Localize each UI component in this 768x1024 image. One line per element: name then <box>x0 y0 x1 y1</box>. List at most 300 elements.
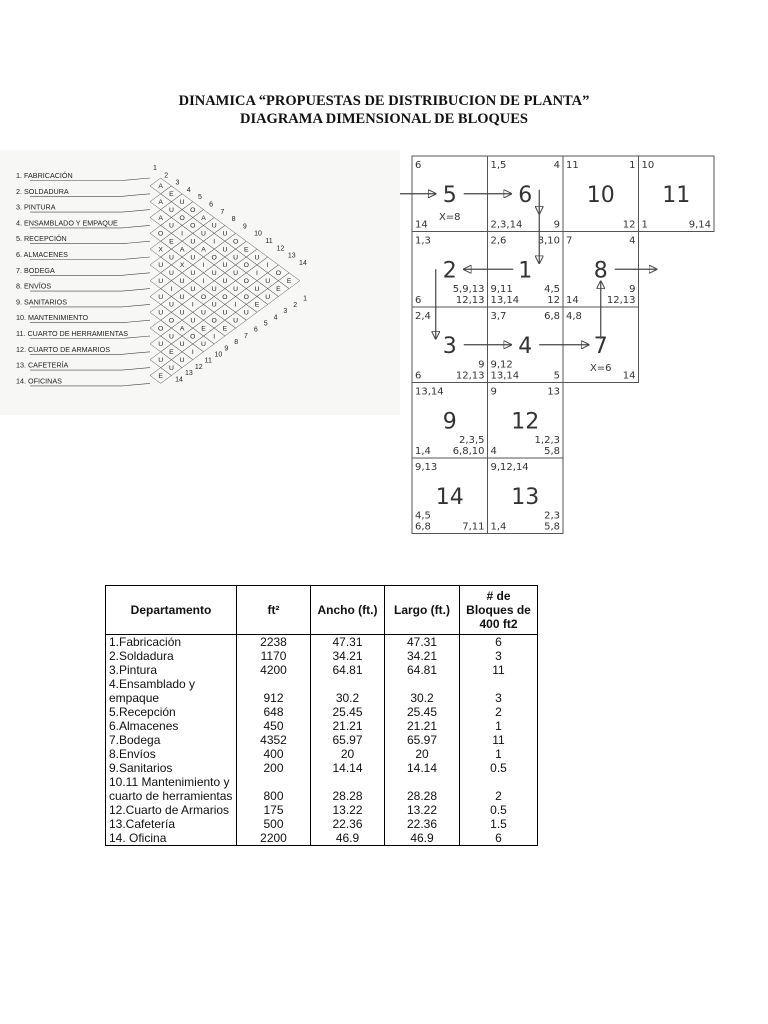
cell-largo: 64.81 <box>385 663 460 677</box>
relationship-letter: O <box>158 325 164 333</box>
block-note-top-left: 1,5 <box>490 160 507 171</box>
block-number: 5 <box>442 182 457 208</box>
chart-right-number: 10 <box>214 351 223 359</box>
header-largo: Largo (ft.) <box>385 586 460 635</box>
dept-label: 8. ENVÍOS <box>16 281 52 291</box>
cell-largo: 13.22 <box>385 803 460 817</box>
block-note-bottom-right: 2,3 <box>544 510 560 522</box>
block-note-top-right: 4 <box>629 235 636 247</box>
block-number: 6 <box>518 182 533 208</box>
block-diagram <box>400 150 735 535</box>
chart-right-number: 3 <box>283 308 288 316</box>
cell-bloques: 6 <box>460 635 538 650</box>
relationship-letter: E <box>276 285 281 293</box>
table-row <box>106 635 538 650</box>
block-number: 3 <box>442 333 457 359</box>
dept-connector <box>122 225 150 228</box>
table-row <box>106 719 538 733</box>
block-note-bottom-left: 4 <box>490 446 497 457</box>
relationship-letter: E <box>286 278 292 285</box>
block-note-top-left: 9,13 <box>415 462 438 473</box>
relationship-letter: O <box>211 254 217 262</box>
relationship-letter: U <box>168 301 174 309</box>
table-row <box>106 677 538 705</box>
chart-top-number: 6 <box>209 201 214 209</box>
block-note-top-right: 13 <box>547 386 560 398</box>
block-note-bottom-right: 5,9,13 <box>452 284 485 295</box>
cell-ft2: 4200 <box>237 663 311 677</box>
relationship-letter: U <box>222 246 228 254</box>
cell-ft2: 4352 <box>237 733 311 747</box>
table-row <box>106 649 538 663</box>
cell-dept: 9.Sanitarios <box>106 761 237 775</box>
relationship-letter: O <box>275 270 282 278</box>
cell-largo: 30.2 <box>385 677 460 705</box>
cell-ft2: 2200 <box>237 831 311 846</box>
dept-connector <box>122 352 150 355</box>
chart-right-number: 8 <box>234 339 239 347</box>
relationship-letter: U <box>158 293 164 301</box>
table-row <box>106 761 538 775</box>
block-note-bottom-right: 12 <box>622 219 636 231</box>
relationship-letter: U <box>190 254 196 262</box>
cell-ancho: 47.31 <box>311 635 385 650</box>
cell-bloques: 1 <box>460 747 538 761</box>
cell-largo: 46.9 <box>385 831 460 846</box>
relationship-letter: U <box>222 309 228 317</box>
cell-largo: 65.97 <box>385 733 460 747</box>
block-note-bottom-right: 4,5 <box>544 284 560 295</box>
block-note-bottom-left: 14 <box>415 219 428 231</box>
dept-connector <box>122 304 150 307</box>
dept-connector <box>122 210 150 213</box>
block-note-top-left: 2,6 <box>490 235 507 247</box>
dept-label: 3. PINTURA <box>16 202 56 212</box>
block-note-top-left: 4,8 <box>566 311 582 322</box>
block-number: 2 <box>442 258 457 284</box>
block-note-bottom-left: 13,14 <box>490 295 520 306</box>
cell-ft2: 1170 <box>237 649 311 663</box>
cell-ancho: 25.45 <box>311 705 385 719</box>
block-note-bottom-left: 14 <box>566 295 579 306</box>
relationship-letter: U <box>179 278 185 285</box>
relationship-letter: E <box>254 301 260 309</box>
block-note-top-right: 4 <box>553 160 560 171</box>
relationship-letter: U <box>233 285 239 293</box>
departments-table <box>105 585 538 846</box>
block-number: 11 <box>662 182 691 208</box>
block-note-bottom-left: 6 <box>415 370 422 382</box>
relationship-letter: U <box>254 285 260 293</box>
relationship-letter: O <box>168 317 175 325</box>
block-number: 10 <box>586 182 615 208</box>
page-title <box>0 92 768 128</box>
relationship-letter: E <box>222 325 228 333</box>
cell-bloques: 11 <box>460 733 538 747</box>
cell-bloques: 1 <box>460 719 538 733</box>
block-note-bottom-right: 12,13 <box>606 295 636 306</box>
relationship-letter: U <box>158 262 164 270</box>
block-note-bottom-right: 1,2,3 <box>534 435 560 446</box>
cell-dept: 7.Bodega <box>106 733 237 747</box>
block-note-bottom-left: 9,11 <box>490 284 513 295</box>
cell-dept: 6.Almacenes <box>106 719 237 733</box>
chart-right-number: 5 <box>263 320 268 328</box>
cell-bloques: 3 <box>460 649 538 663</box>
cell-largo: 21.21 <box>385 719 460 733</box>
cell-ft2: 2238 <box>237 635 311 650</box>
relationship-letter: I <box>256 270 258 278</box>
table-row <box>106 831 538 846</box>
cell-ancho: 30.2 <box>311 677 385 705</box>
relationship-letter: U <box>190 270 196 278</box>
relationship-letter: U <box>211 222 217 230</box>
cell-bloques: 2 <box>460 705 538 719</box>
relationship-letter: U <box>254 254 260 262</box>
table-row <box>106 705 538 719</box>
block-note-top-left: 7 <box>566 235 573 247</box>
relationship-letter: U <box>179 293 185 301</box>
cell-dept: 2.Soldadura <box>106 649 237 663</box>
block-note-top-right: 3,10 <box>537 235 560 247</box>
relationship-letter: O <box>190 206 196 214</box>
relationship-letter: I <box>181 230 184 238</box>
dept-label: 6. ALMACENES <box>16 250 68 259</box>
chart-top-number: 7 <box>220 208 225 216</box>
block-note-top-left: 9 <box>490 386 497 398</box>
dept-label: 7. BODEGA <box>16 265 55 275</box>
cell-ancho: 34.21 <box>311 649 385 663</box>
block-note-bottom-left: 4,5 <box>415 510 431 522</box>
relationship-letter: E <box>158 372 163 380</box>
cell-dept: 3.Pintura <box>106 663 237 677</box>
table-row <box>106 775 538 803</box>
dept-label: 13. CAFETERÍA <box>16 360 69 370</box>
relationship-letter: U <box>158 278 164 285</box>
relationship-letter: A <box>201 214 206 222</box>
block-number: 9 <box>442 409 457 435</box>
relationship-letter: A <box>179 246 185 254</box>
cell-ancho: 64.81 <box>311 663 385 677</box>
chart-top-number: 8 <box>231 216 236 224</box>
relationship-letter: O <box>243 278 249 285</box>
block-note-bottom-left: 6,8 <box>415 521 431 533</box>
block-note-top-left: 13,14 <box>415 386 444 398</box>
block-note-extra: X=6 <box>589 362 612 374</box>
chart-top-number: 13 <box>287 252 296 260</box>
block-note-bottom-left: 2,3,14 <box>490 219 523 231</box>
relationship-letter: U <box>168 333 174 341</box>
block-note-top-left: 2,4 <box>415 311 431 322</box>
block-note-bottom-right: 5,8 <box>544 521 560 533</box>
relationship-letter: O <box>200 293 207 301</box>
chart-top-number: 5 <box>197 194 202 202</box>
block-note-top-left: 1,3 <box>415 235 431 247</box>
relationship-letter: A <box>158 183 163 191</box>
block-note-bottom-left: 13,14 <box>490 370 520 382</box>
relationship-letter: I <box>234 301 237 309</box>
block-note-bottom-right: 9 <box>553 219 560 231</box>
cell-ft2: 912 <box>237 677 311 705</box>
chart-right-number: 13 <box>184 370 193 378</box>
relationship-letter: U <box>265 293 271 301</box>
table-body <box>106 635 538 846</box>
table-row <box>106 733 538 747</box>
header-ft2: ft² <box>237 586 311 635</box>
dept-connector <box>122 273 150 276</box>
relationship-letter: O <box>158 230 164 238</box>
block-note-bottom-right: 9 <box>478 359 485 371</box>
cell-ft2: 200 <box>237 761 311 775</box>
block-diagram-svg <box>400 150 735 535</box>
cell-ft2: 175 <box>237 803 311 817</box>
block-note-extra: X=8 <box>438 211 461 223</box>
dept-label: 12. CUARTO DE ARMARIOS <box>16 344 110 354</box>
relationship-letter: U <box>201 230 206 238</box>
block-note-top-left: 6 <box>415 160 422 171</box>
dept-connector <box>122 194 150 197</box>
block-number: 8 <box>593 258 608 284</box>
cell-ancho: 28.28 <box>311 775 385 803</box>
chart-right-number: 9 <box>224 345 229 353</box>
relationship-letter: O <box>243 262 249 270</box>
cell-dept: 4.Ensamblado y empaque <box>106 677 237 705</box>
cell-largo: 34.21 <box>385 649 460 663</box>
dept-label: 11. CUARTO DE HERRAMIENTAS <box>16 329 129 338</box>
block-note-bottom-right: 12,13 <box>455 370 485 382</box>
cell-largo: 47.31 <box>385 635 460 650</box>
relationship-letter: U <box>168 270 174 278</box>
relationship-letter: E <box>244 246 249 254</box>
relationship-letter: I <box>202 278 205 285</box>
relationship-letter: E <box>201 325 206 333</box>
chart-right-number: 1 <box>303 295 308 303</box>
table-row <box>106 803 538 817</box>
block-note-bottom-right: 9,14 <box>688 219 711 231</box>
chart-right-number: 4 <box>273 314 278 322</box>
title-line-2: DIAGRAMA DIMENSIONAL DE BLOQUES <box>239 111 529 127</box>
relationship-letter: I <box>213 238 216 246</box>
dept-connector <box>122 383 150 386</box>
cell-largo: 14.14 <box>385 761 460 775</box>
cell-bloques: 3 <box>460 677 538 705</box>
relationship-letter: I <box>266 262 269 270</box>
relationship-letter: U <box>168 206 174 214</box>
block-note-top-left: 10 <box>641 160 655 171</box>
relationship-letter: I <box>202 262 205 270</box>
relationship-letter: U <box>179 341 185 349</box>
cell-bloques: 2 <box>460 775 538 803</box>
block-number: 14 <box>435 484 464 510</box>
relationship-letter: I <box>213 333 216 341</box>
chart-right-number: 12 <box>194 363 203 371</box>
block-note-bottom-right: 2,3,5 <box>459 435 485 446</box>
relationship-letter: X <box>179 262 185 270</box>
cell-ft2: 400 <box>237 747 311 761</box>
block-note-bottom-right: 5 <box>553 370 560 382</box>
relationship-letter: U <box>168 254 174 262</box>
relationship-letter: U <box>190 285 196 293</box>
chart-top-number: 11 <box>265 238 273 245</box>
relationship-letter: U <box>233 254 239 262</box>
cell-largo: 22.36 <box>385 817 460 831</box>
relationship-letter: O <box>211 317 217 325</box>
cell-ancho: 13.22 <box>311 803 385 817</box>
chart-top-number: 1 <box>153 165 157 172</box>
relationship-letter: O <box>179 214 185 222</box>
relationship-letter: O <box>222 293 228 301</box>
relationship-letter: U <box>211 285 217 293</box>
dept-label: 9. SANITARIOS <box>16 297 67 307</box>
block-note-bottom-right: 9 <box>629 284 636 295</box>
dept-connector <box>122 289 150 292</box>
dept-connector <box>122 178 150 181</box>
block-note-bottom-left: 1,4 <box>490 521 507 533</box>
relationship-letter: U <box>158 341 164 349</box>
relationship-letter: U <box>265 278 271 285</box>
relationship-letter: U <box>158 357 164 364</box>
relationship-letter: I <box>170 285 173 293</box>
cell-ancho: 46.9 <box>311 831 385 846</box>
header-ancho: Ancho (ft.) <box>311 586 385 635</box>
relationship-letter: O <box>190 222 196 230</box>
relationship-letter: E <box>169 349 174 357</box>
block-note-bottom-left: 1,4 <box>415 446 431 457</box>
cell-ft2: 450 <box>237 719 311 733</box>
cell-largo: 20 <box>385 747 460 761</box>
table-row <box>106 663 538 677</box>
block-note-bottom-right: 12,13 <box>455 295 485 306</box>
cell-dept: 12.Cuarto de Armarios <box>106 803 237 817</box>
relationship-letter: U <box>179 357 185 364</box>
cell-dept: 13.Cafetería <box>106 817 237 831</box>
dept-label: 10. MANTENIMIENTO <box>16 313 89 323</box>
relationship-letter: U <box>179 199 185 206</box>
cell-dept: 8.Envíos <box>106 747 237 761</box>
relationship-letter: U <box>211 270 217 278</box>
cell-ancho: 20 <box>311 747 385 761</box>
cell-bloques: 0.5 <box>460 761 538 775</box>
block-number: 4 <box>518 333 533 359</box>
relationship-letter: U <box>233 317 239 325</box>
block-number: 13 <box>511 484 540 510</box>
block-note-bottom-right: 12 <box>547 295 560 306</box>
chart-top-number: 9 <box>242 223 247 231</box>
relationship-letter: A <box>179 325 185 333</box>
chart-top-number: 14 <box>299 259 307 267</box>
dept-label: 2. SOLDADURA <box>16 186 69 196</box>
chart-right-number: 7 <box>244 332 248 340</box>
chart-top-number: 3 <box>175 179 180 187</box>
block-note-bottom-right: 7,11 <box>462 521 485 533</box>
chart-right-number: 11 <box>204 357 212 365</box>
cell-ancho: 65.97 <box>311 733 385 747</box>
cell-dept: 10.11 Mantenimiento y cuarto de herramientas <box>106 775 237 803</box>
block-note-top-right: 1 <box>629 160 636 171</box>
block-note-top-left: 3,7 <box>490 311 507 322</box>
cell-largo: 28.28 <box>385 775 460 803</box>
relationship-letter: U <box>190 317 196 325</box>
block-note-bottom-left: 1 <box>641 219 648 231</box>
relationship-letter: X <box>158 246 163 254</box>
block-number: 1 <box>518 258 533 284</box>
block-note-bottom-left: 9,12 <box>490 359 513 371</box>
table-row <box>106 747 538 761</box>
cell-ancho: 21.21 <box>311 719 385 733</box>
block-note-bottom-right: 5,8 <box>544 446 560 457</box>
header-bloques: # de Bloques de 400 ft2 <box>460 586 538 635</box>
relationship-letter: I <box>191 349 194 357</box>
cell-dept: 14. Oficina <box>106 831 237 846</box>
table-row <box>106 817 538 831</box>
block-note-bottom-right: 14 <box>622 370 636 382</box>
cell-bloques: 0.5 <box>460 803 538 817</box>
cell-ft2: 800 <box>237 775 311 803</box>
relationship-letter: U <box>222 230 228 238</box>
relationship-letter: U <box>179 309 185 317</box>
block-note-top-right: 6,8 <box>544 311 560 322</box>
block-note-bottom-left: 6 <box>415 295 422 306</box>
block-note-top-left: 11 <box>566 160 579 171</box>
relationship-letter: U <box>243 309 249 317</box>
relationship-letter: O <box>232 238 239 246</box>
cell-bloques: 11 <box>460 663 538 677</box>
relationship-letter: I <box>191 301 194 309</box>
dept-label: 14. OFICINAS <box>16 376 62 386</box>
block-number: 12 <box>511 409 540 435</box>
relationship-letter: O <box>190 333 196 341</box>
dept-connector <box>122 320 150 323</box>
relationship-letter: U <box>222 278 228 285</box>
cell-ft2: 648 <box>237 705 311 719</box>
relationship-letter: U <box>201 309 206 317</box>
dept-label: 4. ENSAMBLADO Y EMPAQUE <box>16 218 118 228</box>
relationship-letter: U <box>168 222 174 230</box>
relationship-letter: A <box>158 214 163 222</box>
cell-ft2: 500 <box>237 817 311 831</box>
relationship-letter: O <box>243 293 249 301</box>
title-line-1: DINAMICA “PROPUESTAS DE DISTRIBUCION DE PLANTA” <box>178 93 590 109</box>
relationship-letter: U <box>168 364 174 372</box>
chart-top-number: 4 <box>186 186 191 194</box>
cell-ancho: 14.14 <box>311 761 385 775</box>
relationship-chart-svg <box>0 150 400 415</box>
block-note-bottom-right: 6,8,10 <box>452 446 485 457</box>
cell-bloques: 6 <box>460 831 538 846</box>
dept-connector <box>122 368 150 371</box>
relationship-letter: U <box>158 309 164 317</box>
relationship-letter: U <box>222 262 228 270</box>
cell-bloques: 1.5 <box>460 817 538 831</box>
dept-label: 1. FABRICACIÓN <box>16 171 73 180</box>
table-header-row <box>106 586 538 635</box>
cell-dept: 1.Fabricación <box>106 635 237 650</box>
relationship-letter: U <box>201 341 206 349</box>
block-note-top-left: 9,12,14 <box>490 462 529 473</box>
cell-dept: 5.Recepción <box>106 705 237 719</box>
relationship-letter: E <box>169 191 174 199</box>
chart-top-number: 12 <box>276 245 285 253</box>
relationship-letter: A <box>158 199 163 206</box>
chart-right-number: 14 <box>175 376 183 384</box>
dept-connector <box>122 241 150 244</box>
relationship-letter: U <box>211 301 217 309</box>
dept-label: 5. RECEPCIÓN <box>16 234 67 244</box>
chart-right-number: 6 <box>253 326 258 334</box>
dept-connector <box>122 257 150 260</box>
relationship-letter: E <box>169 238 174 246</box>
header-departamento: Departamento <box>106 586 237 635</box>
